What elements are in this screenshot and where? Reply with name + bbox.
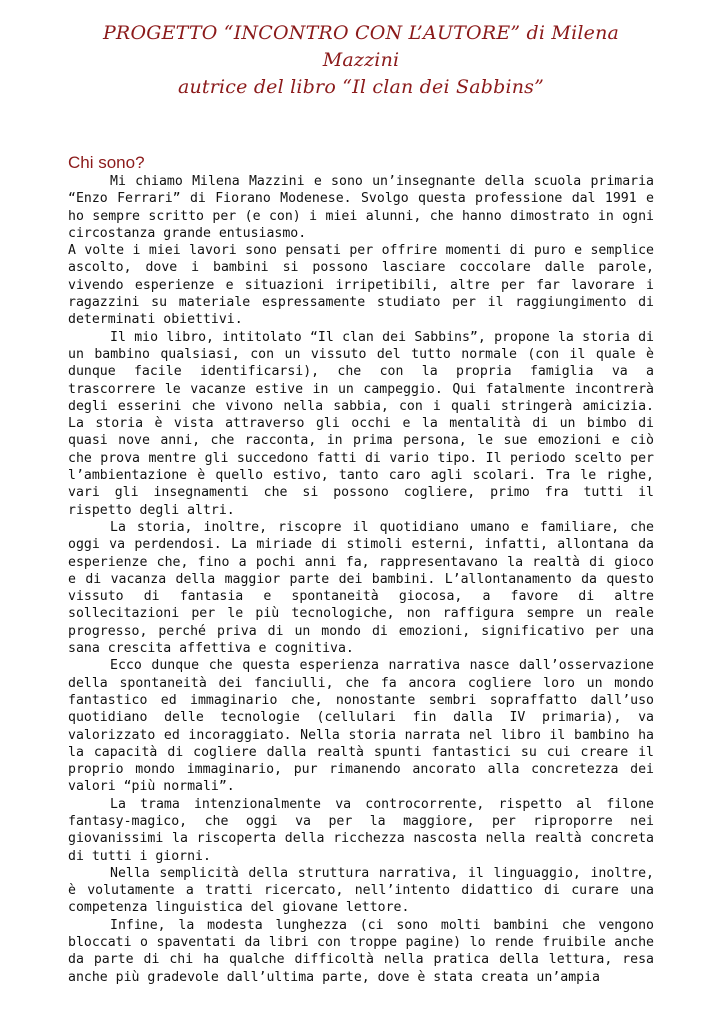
paragraph-5: Ecco dunque che questa esperienza narrativa nasce dall’osservazione della spontaneità dei fanciulli, che fa ancora cogliere loro un mondo fantastico ed immaginario che, nonostante sembri sopraffatto dall’uso quotidiano delle tecnologie (cellulari fin dalla IV primaria), va valorizzato ed incoraggiato. Nella storia narrata nel libro il bambino ha la capacità di cogliere dalla realtà spunti fantastici su cui creare il proprio mondo immaginario, pur rimanendo ancorato alla concretezza dei valori “più normali”.	[68, 658, 654, 795]
paragraph-3: Il mio libro, intitolato “Il clan dei Sabbins”, propone la storia di un bambino qualsiasi, con un vissuto del tutto normale (con il quale è dunque facile identificarsi), che con la propria famiglia va a trascorrere le vacanze estive in un campeggio. Qui fatalmente incontrerà degli esserini che vivono nella sabbia, con i quali stringerà amicizia. La storia è vista attraverso gli occhi e la mentalità di un bimbo di quasi nove anni, che racconta, in prima persona, le sue emozioni e ciò che prova mentre gli succedono fatti di vario tipo. Il periodo scelto per l’ambientazione è quello estivo, tanto caro agli scolari. Tra le righe, vari gli insegnamenti che si possono cogliere, primo fra tutti il rispetto degli altri.	[68, 329, 654, 518]
document-title	[68, 20, 654, 101]
paragraph-6: La trama intenzionalmente va controcorrente, rispetto al filone fantasy-magico, che oggi va per la maggiore, per riproporre nei giovanissimi la riscoperta della ricchezza nascosta nella realtà concreta di tutti i giorni.	[68, 796, 654, 864]
paragraph-7: Nella semplicità della struttura narrativa, il linguaggio, inoltre, è volutamente a tratti ricercato, nell’intento didattico di curare una competenza linguistica del giovane lettore.	[68, 865, 654, 916]
paragraph-2: A volte i miei lavori sono pensati per offrire momenti di puro e semplice ascolto, dove i bambini si possono lasciare coccolare dalle parole, vivendo esperienze e situazioni irripetibili, altre per far lavorare i ragazzini su materiale espressamente studiato per il raggiungimento di determinati obiettivi.	[68, 243, 654, 328]
title-line-2: autrice del libro “Il clan dei Sabbins”	[177, 76, 545, 98]
document-page	[68, 20, 654, 986]
title-line-1: PROGETTO “INCONTRO CON L’AUTORE” di Milena Mazzini	[102, 22, 620, 71]
paragraph-1: Mi chiamo Milena Mazzini e sono un’insegnante della scuola primaria “Enzo Ferrari” di Fiorano Modenese. Svolgo questa professione dal 1991 e ho sempre scritto per (e con) i miei alunni, che hanno dimostrato in ogni circostanza grande entusiasmo.	[68, 174, 654, 241]
paragraph-8: Infine, la modesta lunghezza (ci sono molti bambini che vengono bloccati o spaventati da libri con troppe pagine) lo rende fruibile anche da parte di chi ha qualche difficoltà nella pratica della lettura, resa anche più gradevole dall’ultima parte, dove è stata creata un’ampia	[68, 917, 654, 985]
paragraph-4: La storia, inoltre, riscopre il quotidiano umano e familiare, che oggi va perdendosi. La miriade di stimoli esterni, infatti, allontana da esperienze che, fino a pochi anni fa, rappresentavano la realtà di gioco e di vacanza della maggior parte dei bambini. L’allontanamento da questo vissuto di fantasia e spontaneità giocosa, a favore di altre sollecitazioni per le più tecnologiche, non raffigura sempre un reale progresso, perché priva di un mondo di emozioni, significativo per una sana crescita affettiva e cognitiva.	[68, 519, 654, 657]
section-body	[68, 173, 654, 986]
section-heading: Chi sono?	[68, 153, 145, 172]
